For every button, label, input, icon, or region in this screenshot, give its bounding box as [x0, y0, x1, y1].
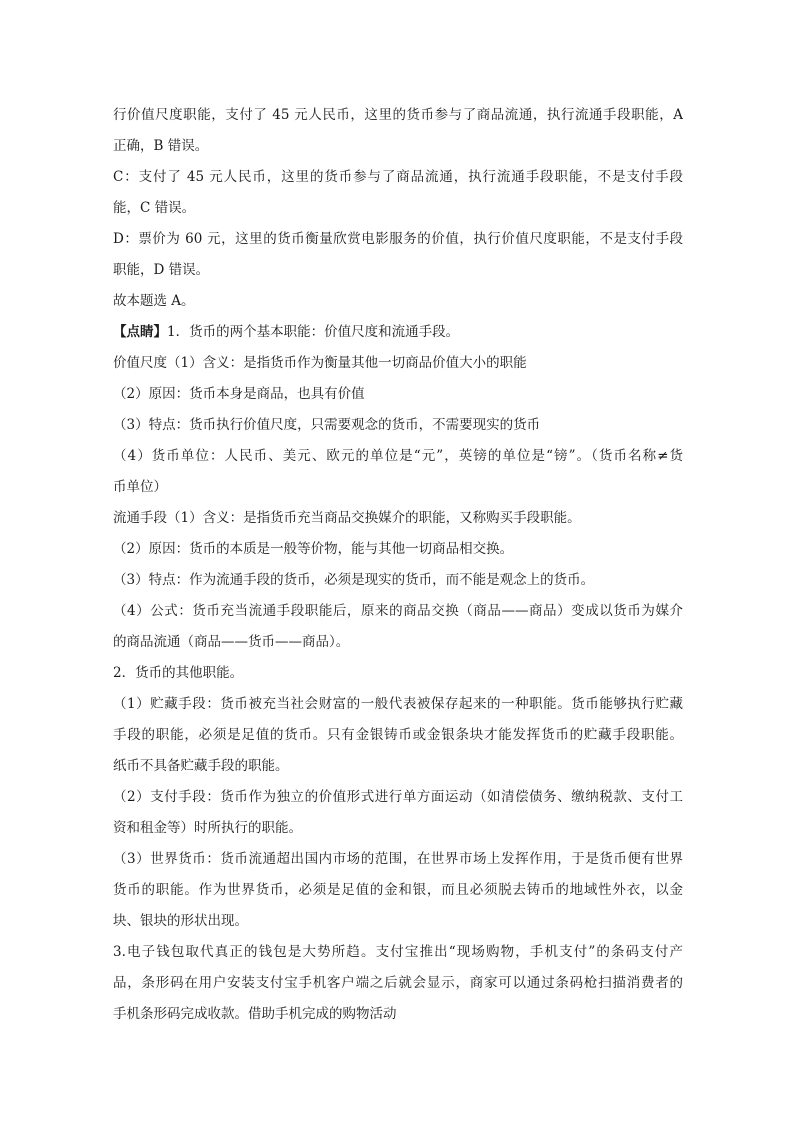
text-line: （2）原因：货币的本质是一般等价物，能与其他一切商品相交换。 — [113, 541, 514, 557]
text-line: 手段的职能，必须是足值的货币。只有金银铸币或金银条块才能发挥货币的贮藏手段职能。 — [113, 727, 683, 743]
text-line: 的商品流通（商品——货币——商品）。 — [113, 634, 350, 650]
highlight-text: 1．货币的两个基本职能：价值尺度和流通手段。 — [167, 324, 460, 340]
text-line: 2．货币的其他职能。 — [113, 665, 244, 681]
text-line: 手机条形码完成收款。借助手机完成的购物活动 — [113, 1006, 397, 1022]
text-line: C：支付了 45 元人民币，这里的货币参与了商品流通，执行流通手段职能，不是支付手段 — [113, 169, 683, 185]
text-line: D：票价为 60 元，这里的货币衡量欣赏电影服务的价值，执行价值尺度职能，不是支付手段 — [113, 231, 683, 247]
highlight-label: 【点睛】 — [113, 324, 167, 340]
highlight-line — [113, 317, 683, 348]
text-line: 价值尺度（1）含义：是指货币作为衡量其他一切商品价值大小的职能 — [113, 355, 527, 371]
document-page — [113, 100, 683, 1030]
text-line: 能，C 错误。 — [113, 200, 196, 216]
text-line: 流通手段（1）含义：是指货币充当商品交换媒介的职能，又称购买手段职能。 — [113, 510, 581, 526]
text-line: （1）贮藏手段：货币被充当社会财富的一般代表被保存起来的一种职能。货币能够执行贮藏 — [113, 696, 683, 712]
text-line: （4）货币单位：人民币、美元、欧元的单位是“元”，英镑的单位是“镑”。（货币名称≠货 — [113, 448, 683, 464]
text-line: 故本题选 A。 — [113, 293, 195, 309]
text-line: 纸币不具备贮藏手段的职能。 — [113, 758, 289, 774]
text-line: （3）特点：作为流通手段的货币，必须是现实的货币，而不能是观念上的货币。 — [113, 572, 595, 588]
text-line: 职能，D 错误。 — [113, 262, 210, 278]
text-line: （3）世界货币：货币流通超出国内市场的范围，在世界市场上发挥作用，于是货币便有世界 — [113, 851, 683, 867]
text-line: 3.电子钱包取代真正的钱包是大势所趋。支付宝推出“现场购物，手机支付”的条码支付产 — [113, 944, 683, 960]
text-line: （2）原因：货币本身是商品，也具有价值 — [113, 386, 365, 402]
text-line: （4）公式：货币充当流通手段职能后，原来的商品交换（商品——商品）变成以货币为媒介 — [113, 603, 683, 619]
text-line: （3）特点：货币执行价值尺度，只需要观念的货币，不需要现实的货币 — [113, 417, 541, 433]
text-line: 币单位） — [113, 479, 167, 495]
text-line: 正确，B 错误。 — [113, 138, 209, 154]
text-line: 行价值尺度职能，支付了 45 元人民币，这里的货币参与了商品流通，执行流通手段职能，A — [113, 107, 683, 123]
text-line: 资和租金等）时所执行的职能。 — [113, 820, 302, 836]
text-line: （2）支付手段：货币作为独立的价值形式进行单方面运动（如清偿债务、缴纳税款、支付工 — [113, 789, 683, 805]
text-line: 品，条形码在用户安装支付宝手机客户端之后就会显示，商家可以通过条码枪扫描消费者的 — [113, 975, 683, 991]
text-line: 货币的职能。作为世界货币，必须是足值的金和银，而且必须脱去铸币的地域性外衣，以金 — [113, 882, 683, 898]
text-line: 块、银块的形状出现。 — [113, 913, 248, 929]
